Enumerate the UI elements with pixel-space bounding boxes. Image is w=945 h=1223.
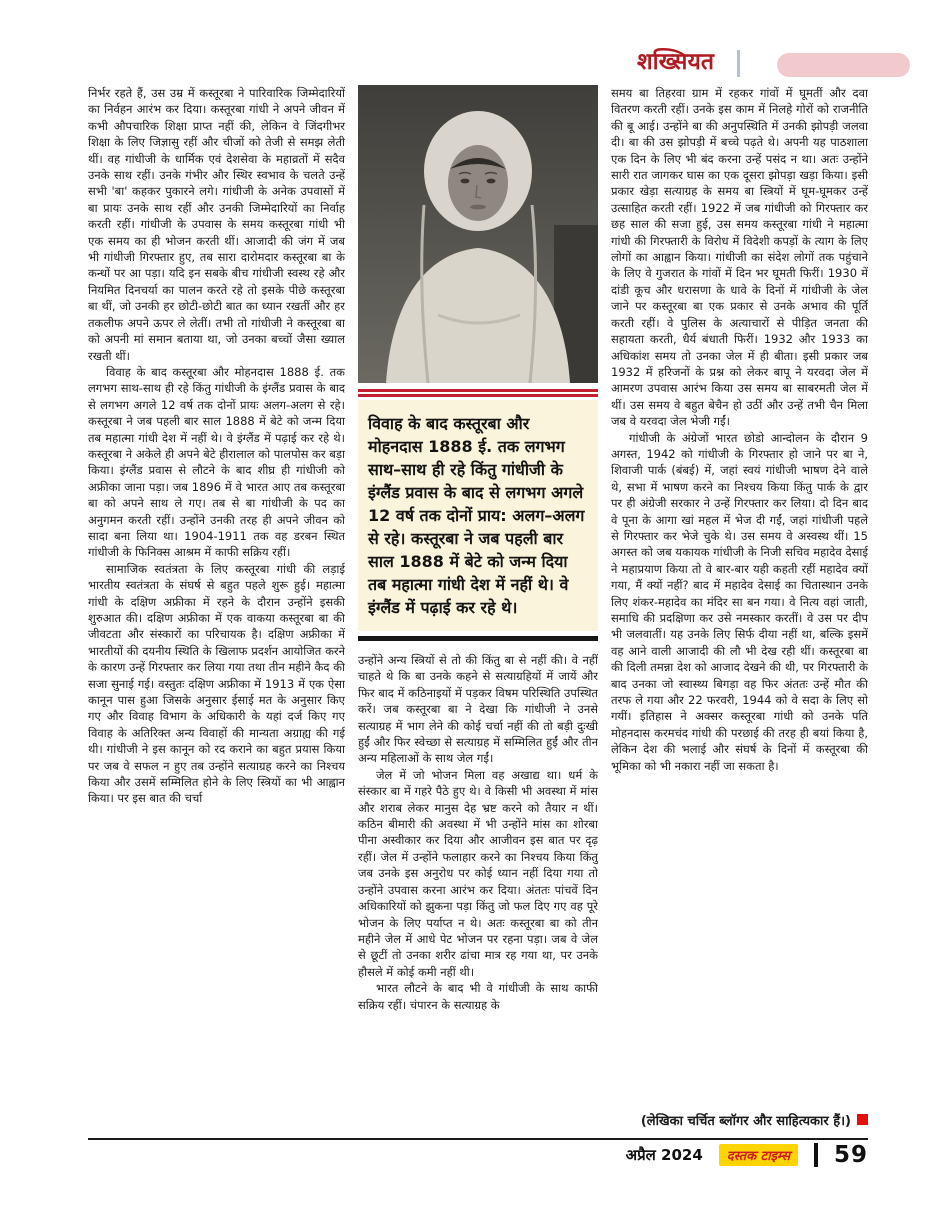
header-divider xyxy=(737,50,740,77)
kasturba-gandhi-photo xyxy=(358,85,598,383)
header-masthead-pill xyxy=(777,53,910,77)
magazine-logo: दस्तक टाइम्स xyxy=(719,1144,798,1166)
paragraph: विवाह के बाद कस्तूरबा और मोहनदास 1888 ई. तक लगभग साथ-साथ ही रहे किंतु गांधीजी के इंग्लैंड प्रवास के बाद से लगभग अगले 12 वर्ष तक दोनों प्रायः अलग-अलग से रहे। कस्तूरबा ने जब पहली बार साल 1888 में बेटे को जन्म दिया तब महात्मा गांधी देश में नहीं थे। वे इंग्लैंड में पढ़ाई कर रहे थे। कस्तूरबा ने अकेले ही अपने बेटे हीरालाल को पालपोस कर बड़ा किया। इंग्लैंड प्रवास से लौटने के बाद शीघ्र ही गांधीजी को अफ्रीका जाना पड़ा। जब 1896 में वे भारत आए तब कस्तूरबा बा को अपने साथ ले गए। तब से बा गांधीजी के पद का अनुगमन करती रहीं। उन्होंने उनकी तरह ही अपने जीवन को सादा बना लिया था। 1904-1911 तक वह डरबन स्थित गांधीजी के फिनिक्स आश्रम में काफी सक्रिय रहीं। xyxy=(88,364,345,560)
column-2 xyxy=(358,85,598,1133)
paragraph: जेल में जो भोजन मिला वह अखाद्य था। धर्म के संस्कार बा में गहरे पैठे हुए थे। वे किसी भी अवस्था में मांस और शराब लेकर मानुस देह भ्रष्ट करने को तैयार न थीं। कठिन बीमारी की अवस्था में भी उन्होंने मांस का शोरबा पीना अस्वीकार कर दिया और आजीवन इस बात पर दृढ़ रहीं। जेल में उन्होंने फलाहार करने का निश्चय किया किंतु जब उनके इस अनुरोध पर कोई ध्यान नहीं दिया गया तो उन्होंने उपवास करना आरंभ कर दिया। अंततः पांचवें दिन अधिकारियों को झुकना पड़ा किंतु जो फल दिए गए वह पूरे भोजन के लिए पर्याप्त न थे। अतः कस्तूरबा बा को तीन महीने जेल में आधे पेट भोजन पर रहना पड़ा। जब वे जेल से छूटीं तो उनका शरीर ढांचा मात्र रह गया था, पर उनके हौसले में कोई कमी नहीं थी। xyxy=(358,767,598,979)
pull-quote: विवाह के बाद कस्तूरबा और मोहनदास 1888 ई. तक लगभग साथ–साथ ही रहे किंतु गांधीजी के इंग्लैंड प्रवास के बाद से लगभग अगले 12 वर्ष तक दोनों प्राय: अलग–अलग से रहे। कस्तूरबा ने जब पहली बार साल 1888 में बेटे को जन्म दिया तब महात्मा गांधी देश में नहीं थे। वे इंग्लैंड में पढ़ाई कर रहे थे। xyxy=(358,400,598,631)
paragraph: समय बा तिहरवा ग्राम में रहकर गांवों में घूमतीं और दवा वितरण करती रहीं। उनके इस काम में निलहे गोरों को राजनीति की बू आई। उन्होंने बा की अनुपस्थिति में उनकी झोपड़ी जलवा दी। बा की उस झोपड़ी में बच्चे पढ़ते थे। अपनी यह पाठशाला एक दिन के लिए भी बंद करना उन्हें पसंद न था। अतः उन्होंने सारी रात जागकर घास का एक दूसरा झोपड़ा खड़ा किया। इसी प्रकार खेड़ा सत्याग्रह के समय बा स्त्रियों में घूम-घूमकर उन्हें उत्साहित करती रहीं। 1922 में जब गांधीजी को गिरफ्तार कर छह साल की सजा हुई, उस समय कस्तूरबा गांधी ने महात्मा गांधी की गिरफ्तारी के विरोध में विदेशी कपड़ों के त्याग के लिए लोगों का आह्वान किया। गांधीजी का संदेश लोगों तक पहुंचाने के लिए वे गुजरात के गांवों में दिन भर घूमती फिरीं। 1930 में दांडी कूच और धरासणा के धावे के दिनों में गांधीजी के जेल जाने पर कस्तूरबा बा एक प्रकार से उनके अभाव की पूर्ति करती रहीं। वे पुलिस के अत्याचारों से पीड़ित जनता की सहायता करती, धैर्य बंधाती फिरीं। 1932 और 1933 का अधिकांश समय तो उनका जेल में ही बीता। इसी प्रकार जब 1932 में हरिजनों के प्रश्न को लेकर बापू ने यरवदा जेल में आमरण उपवास आरंभ किया उस समय बा साबरमती जेल में थीं। उस समय वे बहुत बेचैन हो उठीं और उन्हें तभी चैन मिला जब वे यरवदा जेल भेजी गईं। xyxy=(611,86,868,429)
article-end-mark-icon xyxy=(857,1114,868,1125)
article-body xyxy=(88,85,868,1133)
page-number: 59 xyxy=(833,1142,868,1168)
pull-quote-top-rule xyxy=(358,389,598,397)
section-title: शख्सियत xyxy=(637,49,714,75)
column-3 xyxy=(611,85,868,1133)
paragraph: उन्होंने अन्य स्त्रियों से तो की किंतु बा से नहीं की। वे नहीं चाहते थे कि बा उनके कहने से सत्याग्रहियों में जायें और फिर बाद में कठिनाइयों में पड़कर विषम परिस्थिति उपस्थित करें। जब कस्तूरबा बा ने देखा कि गांधीजी ने उनसे सत्याग्रह में भाग लेने की कोई चर्चा नहीं की तो बड़ी दुःखी हुईं और फिर स्वेच्छा से सत्याग्रह में सम्मिलित हुईं और तीन अन्य महिलाओं के साथ जेल गईं। xyxy=(358,653,598,766)
pull-quote-bottom-rule xyxy=(358,636,598,641)
paragraph: सामाजिक स्वतंत्रता के लिए कस्तूरबा गांधी की लड़ाई भारतीय स्वतंत्रता के संघर्ष से बहुत पहले शुरू हुई। महात्मा गांधी के दक्षिण अफ्रीका में रहने के दौरान उन्होंने इसकी शुरुआत की। दक्षिण अफ्रीका में एक वाकया कस्तूरबा बा की जीवटता और संस्कारों का परिचायक है। दक्षिण अफ्रीका में भारतीयों की दयनीय स्थिति के खिलाफ प्रदर्शन आयोजित करने के कारण उन्हें गिरफ्तार कर लिया गया तथा तीन महीने कैद की सजा सुनाई गई। वस्तुतः दक्षिण अफ्रीका में 1913 में एक ऐसा कानून पास हुआ जिसके अनुसार ईसाई मत के अनुसार किए गए और विवाह विभाग के अधिकारी के यहां दर्ज किए गए विवाह के अतिरिक्त अन्य विवाहों की मान्यता अग्राह्य की गई थी। गांधीजी ने इस कानून को रद कराने का बहुत प्रयास किया पर जब वे सफल न हुए तब उन्होंने सत्याग्रह करने का निश्चय किया और उसमें सम्मिलित होने के लिए स्त्रियों का भी आह्वान किया। पर इस बात की चर्चा xyxy=(88,561,345,806)
issue-date: अप्रैल 2024 xyxy=(625,1146,703,1164)
author-byline xyxy=(611,1107,868,1131)
paragraph: निर्भर रहते हैं, उस उम्र में कस्तूरबा ने पारिवारिक जिम्मेदारियों का निर्वहन आरंभ कर दिया। कस्तूरबा गांधी ने अपने जीवन में कभी औपचारिक शिक्षा प्राप्त नहीं की, लेकिन वे जिंदगीभर शिक्षा के लिए जिज्ञासु रहीं और चीजों को तेजी से समझ लेती थीं। वह गांधीजी के धार्मिक एवं देशसेवा के महाव्रतों में सदैव उनके साथ रहीं। उनके गंभीर और स्थिर स्वभाव के चलते उन्हें सभी 'बा' कहकर पुकारने लगे। गांधीजी के अनेक उपवासों में बा प्रायः उनके साथ रहीं और उनकी जिम्मेदारियों का निर्वाह करती रहीं। गांधीजी के उपवास के समय कस्तूरबा गांधी भी एक समय का ही भोजन करती थीं। आजादी की जंग में जब भी गांधीजी गिरफ्तार हुए, तब सारा दारोमदार कस्तूरबा बा के कन्धों पर आ पड़ा। यदि इन सबके बीच गांधीजी स्वस्थ रहे और नियमित दिनचर्या का पालन करते रहे तो इसके पीछे कस्तूरबा बा थीं, जो उनकी हर छोटी-छोटी बात का ध्यान रखतीं और हर तकलीफ अपने ऊपर ले लेतीं। तभी तो गांधीजी ने कस्तूरबा बा को अपनी मां समान बताया था, जो उनका बच्चों जैसा ख्याल रखती थीं। xyxy=(88,86,345,363)
footer xyxy=(88,1142,868,1168)
byline-text: (लेखिका चर्चित ब्लॉगर और साहित्यकार हैं।) xyxy=(640,1114,851,1129)
footer-rule xyxy=(88,1138,868,1140)
paragraph: गांधीजी के अंग्रेजों भारत छोडो आन्दोलन के दौरान 9 अगस्त, 1942 को गांधीजी के गिरफ्तार हो जाने पर बा ने, शिवाजी पार्क (बंबई) में, जहां स्वयं गांधीजी भाषण देने वाले थे, सभा में भाषण करने का निश्चय किया किंतु पार्क के द्वार पर ही अंग्रेजी सरकार ने उन्हें गिरफ्तार कर लिया। दो दिन बाद वे पूना के आगा खां महल में भेज दी गईं, जहां गांधीजी पहले से गिरफ्तार कर भेजे चुके थे। उस समय वे अस्वस्थ थीं। 15 अगस्त को जब यकायक गांधीजी के निजी सचिव महादेव देसाई ने महाप्रयाण किया तो वे बार-बार यही कहती रहीं महादेव क्यों गया, मैं क्यों नहीं? बाद में महादेव देसाई का चितास्थान उनके लिए शंकर-महादेव का मंदिर सा बन गया। वे नित्य वहां जाती, समाधि की प्रदक्षिणा कर उसे नमस्कार करतीं। वे उस पर दीप भी जलवातीं। यह उनके लिए सिर्फ दीया नहीं था, बल्कि इसमें वह आने वाली आजादी की लौ भी देख रही थीं। कस्तूरबा बा की दिली तमन्ना देश को आजाद देखने की थी, पर गिरफ्तारी के बाद उनका जो स्वास्थ्य बिगड़ा वह फिर अंततः उन्हें मौत की तरफ ले गया और 22 फरवरी, 1944 को वे सदा के लिए सो गयीं। इतिहास ने अक्सर कस्तूरबा गांधी को उनके पति मोहनदास करमचंद गांधी की परछाई की तरह ही बयां किया है, लेकिन देश की भलाई और संघर्ष के दिनों में कस्तूरबा की भूमिका को भी नकारा नहीं जा सकता है। xyxy=(611,430,868,773)
paragraph: भारत लौटने के बाद भी वे गांधीजी के साथ काफी सक्रिय रहीं। चंपारन के सत्याग्रह के xyxy=(358,981,598,1012)
column-1 xyxy=(88,85,345,1133)
footer-divider-bar xyxy=(814,1143,818,1167)
